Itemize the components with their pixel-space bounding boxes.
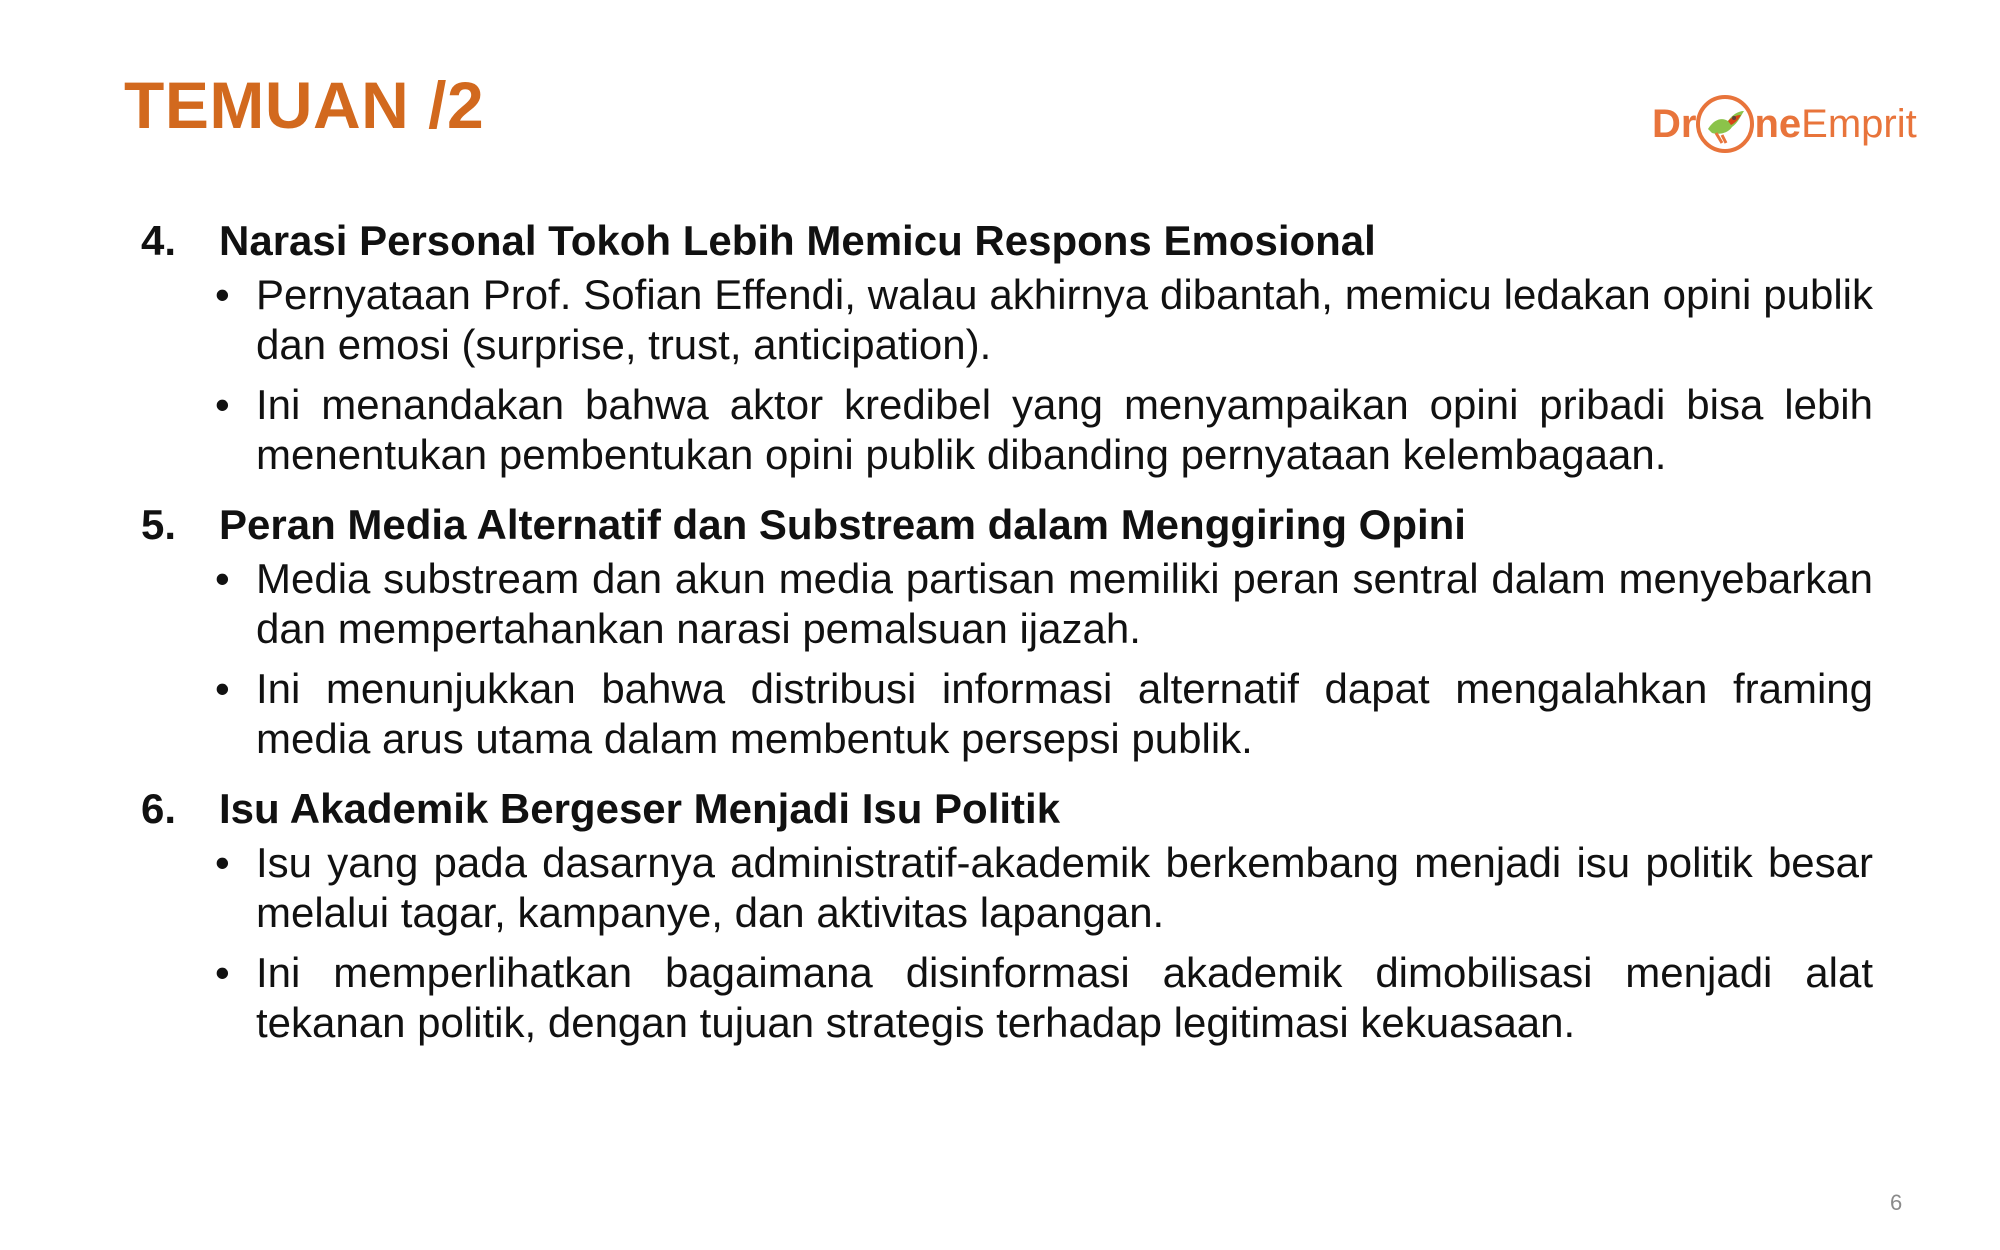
bullet-text: Ini memperlihatkan bagaimana disinformasi akademik dimobilisasi menjadi alat tekanan politik, dengan tujuan strategis terhadap legitimasi kekuasaan.	[256, 949, 1873, 1046]
logo-text-dr: Dr	[1652, 102, 1697, 146]
finding-number: 5.	[141, 501, 177, 548]
bird-in-circle-icon	[1694, 93, 1756, 155]
finding-bullets	[141, 838, 1873, 1048]
finding-heading	[141, 500, 1873, 550]
finding-item	[141, 216, 1873, 480]
bullet-item	[141, 554, 1873, 654]
logo-text-emprit: Emprit	[1801, 102, 1917, 146]
finding-heading-text: Peran Media Alternatif dan Substream dalam Menggiring Opini	[219, 501, 1466, 548]
finding-number: 4.	[141, 217, 177, 264]
finding-number: 6.	[141, 785, 177, 832]
bullet-icon: •	[215, 555, 230, 602]
bullet-item	[141, 948, 1873, 1048]
logo-text-ne: ne	[1754, 102, 1802, 146]
findings-list	[141, 216, 1873, 1048]
bullet-icon: •	[215, 271, 230, 318]
bullet-text: Pernyataan Prof. Sofian Effendi, walau akhirnya dibantah, memicu ledakan opini publik dan emosi (surprise, trust, anticipation).	[256, 271, 1873, 368]
brand-logo	[1652, 86, 1917, 162]
bullet-text: Ini menandakan bahwa aktor kredibel yang menyampaikan opini pribadi bisa lebih menentukan pembentukan opini publik dibanding pernyataan kelembagaan.	[256, 381, 1873, 478]
finding-bullets	[141, 554, 1873, 764]
bullet-text: Media substream dan akun media partisan memiliki peran sentral dalam menyebarkan dan mempertahankan narasi pemalsuan ijazah.	[256, 555, 1873, 652]
bullet-item	[141, 270, 1873, 370]
finding-item	[141, 784, 1873, 1048]
bullet-text: Isu yang pada dasarnya administratif-akademik berkembang menjadi isu politik besar melalui tagar, kampanye, dan aktivitas lapangan.	[256, 839, 1873, 936]
finding-heading	[141, 784, 1873, 834]
finding-bullets	[141, 270, 1873, 480]
finding-item	[141, 500, 1873, 764]
bullet-text: Ini menunjukkan bahwa distribusi informasi alternatif dapat mengalahkan framing media arus utama dalam membentuk persepsi publik.	[256, 665, 1873, 762]
bullet-item	[141, 380, 1873, 480]
bullet-icon: •	[215, 381, 230, 428]
finding-heading-text: Narasi Personal Tokoh Lebih Memicu Respons Emosional	[219, 217, 1376, 264]
page-number: 6	[1890, 1190, 1903, 1215]
finding-heading	[141, 216, 1873, 266]
finding-heading-text: Isu Akademik Bergeser Menjadi Isu Politik	[219, 785, 1061, 832]
bullet-icon: •	[215, 665, 230, 712]
bullet-item	[141, 838, 1873, 938]
slide-title: TEMUAN /2	[124, 68, 485, 142]
bullet-icon: •	[215, 839, 230, 886]
bullet-icon: •	[215, 949, 230, 996]
bullet-item	[141, 664, 1873, 764]
